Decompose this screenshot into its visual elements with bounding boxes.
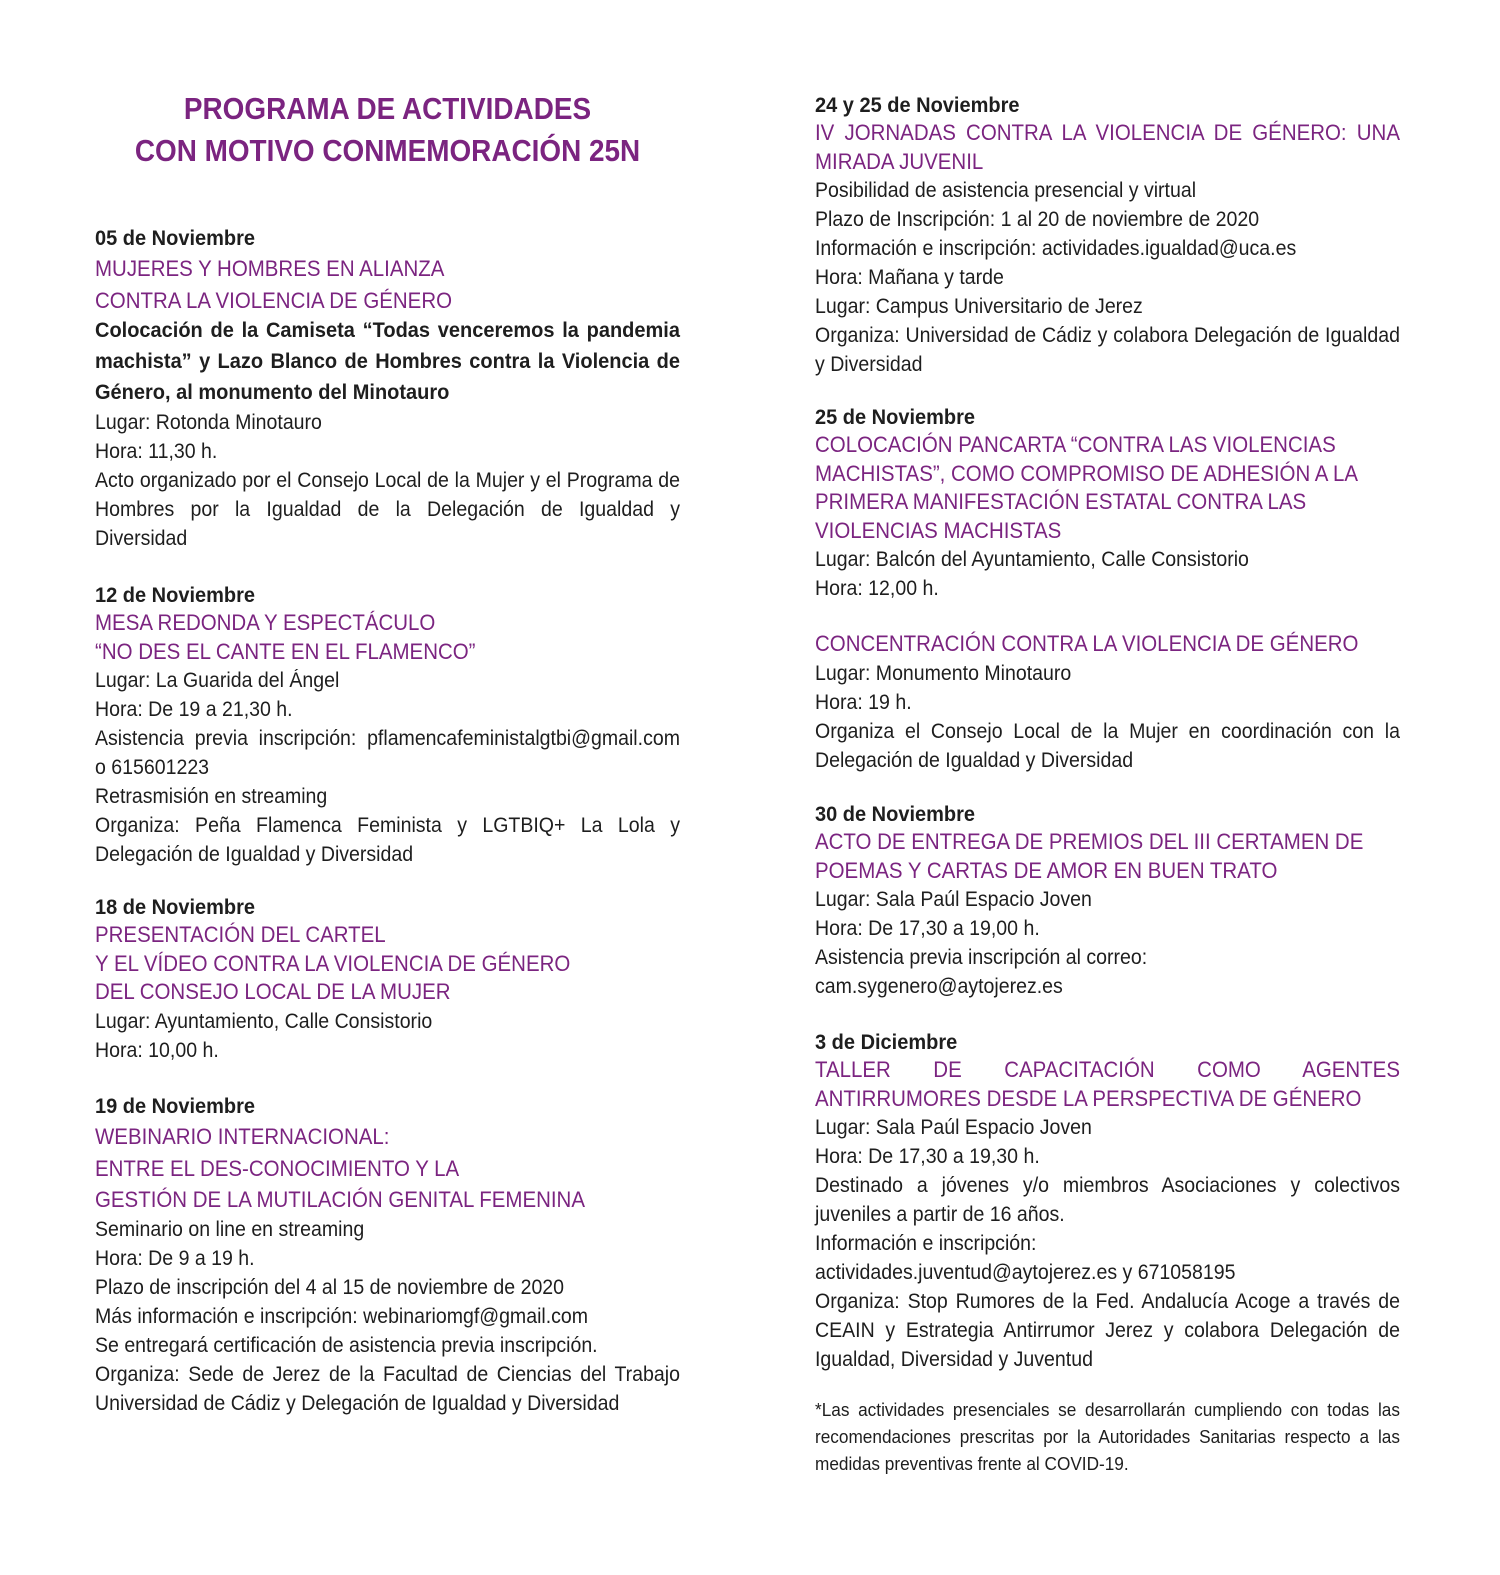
event-time: Hora: 12,00 h. xyxy=(815,577,939,600)
event-place: Lugar: Balcón del Ayuntamiento, Calle Consistorio xyxy=(815,548,1249,571)
event-organizer: Organiza: Universidad de Cádiz y colabora Delegación de Igualdad y Diversidad xyxy=(815,324,1400,376)
event-place: Lugar: La Guarida del Ángel xyxy=(95,669,340,692)
event-time: Hora: 10,00 h. xyxy=(95,1038,219,1062)
event-heading: TALLER DE CAPACITACIÓN COMO AGENTES ANTIRRUMORES DESDE LA PERSPECTIVA DE GÉNERO xyxy=(815,1057,1400,1111)
event-heading: CONTRA LA VIOLENCIA DE GÉNERO xyxy=(95,287,453,313)
event-registration: Asistencia previa inscripción: pflamencafeministalgtbi@gmail.com o 615601223 xyxy=(95,727,680,779)
event-date: 24 y 25 de Noviembre xyxy=(815,93,1020,117)
event-format: Seminario on line en streaming xyxy=(95,1217,365,1241)
event-05-nov xyxy=(95,224,680,553)
event-date: 18 de Noviembre xyxy=(95,895,256,919)
event-18-nov xyxy=(95,893,680,1065)
event-organizer: Organiza: Stop Rumores de la Fed. Andalucía Acoge a través de CEAIN y Estrategia Antirrumor Jerez y colabora Delegación de Igualdad, Diversidad y Juventud xyxy=(815,1290,1400,1371)
event-date: 19 de Noviembre xyxy=(95,1094,256,1118)
event-organizer: Organiza el Consejo Local de la Mujer en coordinación con la Delegación de Igualdad y Diversidad xyxy=(815,719,1400,772)
event-audience: Destinado a jóvenes y/o miembros Asociaciones y colectivos juveniles a partir de 16 años. xyxy=(815,1174,1400,1226)
event-heading: ACTO DE ENTREGA DE PREMIOS DEL III CERTAMEN DE POEMAS Y CARTAS DE AMOR EN BUEN TRATO xyxy=(815,829,1364,883)
event-description: Colocación de la Camiseta “Todas venceremos la pandemia machista” y Lazo Blanco de Hombres contra la Violencia de Género, al monumento del Minotauro xyxy=(95,318,680,404)
event-heading: IV JORNADAS CONTRA LA VIOLENCIA DE GÉNERO: UNA MIRADA JUVENIL xyxy=(815,120,1400,174)
event-registration: Asistencia previa inscripción al correo: xyxy=(815,946,1148,969)
event-organizer: Acto organizado por el Consejo Local de la Mujer y el Programa de Hombres por la Igualdad de la Delegación de Igualdad y Diversidad xyxy=(95,469,680,550)
event-heading: Y EL VÍDEO CONTRA LA VIOLENCIA DE GÉNERO xyxy=(95,950,571,976)
event-24-25-nov xyxy=(815,91,1400,379)
event-certification: Se entregará certificación de asistencia previa inscripción. xyxy=(95,1333,598,1357)
event-time: Hora: De 19 a 21,30 h. xyxy=(95,698,293,721)
event-place: Lugar: Ayuntamiento, Calle Consistorio xyxy=(95,1009,433,1033)
event-info: Información e inscripción: actividades.igualdad@uca.es xyxy=(815,237,1297,260)
page-title xyxy=(124,88,651,172)
event-time: Hora: 19 h. xyxy=(815,690,912,714)
event-30-nov xyxy=(815,800,1400,1001)
event-heading: ENTRE EL DES-CONOCIMIENTO Y LA xyxy=(95,1155,460,1181)
event-time: Hora: De 9 a 19 h. xyxy=(95,1246,255,1270)
covid-note xyxy=(815,1396,1400,1477)
event-email: cam.sygenero@aytojerez.es xyxy=(815,975,1063,998)
event-place: Lugar: Sala Paúl Espacio Joven xyxy=(815,888,1092,911)
event-heading: GESTIÓN DE LA MUTILACIÓN GENITAL FEMENINA xyxy=(95,1187,585,1212)
event-place: Lugar: Rotonda Minotauro xyxy=(95,411,322,434)
event-time: Hora: Mañana y tarde xyxy=(815,266,1004,289)
event-date: 05 de Noviembre xyxy=(95,226,256,250)
title-line-2: CON MOTIVO CONMEMORACIÓN 25N xyxy=(134,133,641,168)
title-line-1: PROGRAMA DE ACTIVIDADES xyxy=(183,91,592,126)
event-streaming: Retrasmisión en streaming xyxy=(95,785,328,808)
event-deadline: Plazo de inscripción del 4 al 15 de noviembre de 2020 xyxy=(95,1275,565,1299)
event-place: Lugar: Sala Paúl Espacio Joven xyxy=(815,1116,1092,1139)
event-3-dic xyxy=(815,1028,1400,1374)
event-time: Hora: De 17,30 a 19,30 h. xyxy=(815,1145,1040,1168)
event-date: 3 de Diciembre xyxy=(815,1030,958,1054)
covid-note-text: *Las actividades presenciales se desarrollarán cumpliendo con todas las recomendaciones prescritas por la Autoridades Sanitarias respecto a las medidas preventivas frente al COVID-19. xyxy=(815,1399,1400,1474)
event-info: Información e inscripción: xyxy=(815,1232,1037,1255)
event-organizer: Organiza: Peña Flamenca Feminista y LGTBIQ+ La Lola y Delegación de Igualdad y Diversidad xyxy=(95,814,680,866)
event-heading: DEL CONSEJO LOCAL DE LA MUJER xyxy=(95,979,451,1004)
event-format: Posibilidad de asistencia presencial y virtual xyxy=(815,179,1197,202)
event-heading: “NO DES EL CANTE EN EL FLAMENCO” xyxy=(95,638,476,664)
event-heading: MUJERES Y HOMBRES EN ALIANZA xyxy=(95,256,445,281)
event-time: Hora: De 17,30 a 19,00 h. xyxy=(815,917,1040,940)
event-place: Lugar: Campus Universitario de Jerez xyxy=(815,295,1143,318)
event-organizer: Organiza: Sede de Jerez de la Facultad de Ciencias del Trabajo Universidad de Cádiz y Delegación de Igualdad y Diversidad xyxy=(95,1362,680,1415)
event-deadline: Plazo de Inscripción: 1 al 20 de noviembre de 2020 xyxy=(815,208,1260,231)
event-25-nov xyxy=(815,403,1400,603)
event-concentracion xyxy=(815,630,1400,775)
event-heading: CONCENTRACIÓN CONTRA LA VIOLENCIA DE GÉNERO xyxy=(815,631,1359,656)
event-contact: actividades.juventud@aytojerez.es y 671058195 xyxy=(815,1261,1236,1284)
event-date: 25 de Noviembre xyxy=(815,405,976,429)
event-heading: WEBINARIO INTERNACIONAL: xyxy=(95,1124,390,1149)
event-19-nov xyxy=(95,1092,680,1418)
event-time: Hora: 11,30 h. xyxy=(95,440,218,463)
event-date: 12 de Noviembre xyxy=(95,583,256,607)
event-place: Lugar: Monumento Minotauro xyxy=(815,661,1072,685)
event-date: 30 de Noviembre xyxy=(815,802,976,826)
event-heading: COLOCACIÓN PANCARTA “CONTRA LAS VIOLENCIAS MACHISTAS”, COMO COMPROMISO DE ADHESIÓN A LA PRIMERA MANIFESTACIÓN ESTATAL CONTRA LAS VIOLENCIAS MACHISTAS xyxy=(815,432,1357,543)
event-heading: MESA REDONDA Y ESPECTÁCULO xyxy=(95,610,436,635)
event-info: Más información e inscripción: webinariomgf@gmail.com xyxy=(95,1304,589,1328)
event-12-nov xyxy=(95,581,680,869)
event-heading: PRESENTACIÓN DEL CARTEL xyxy=(95,922,386,947)
